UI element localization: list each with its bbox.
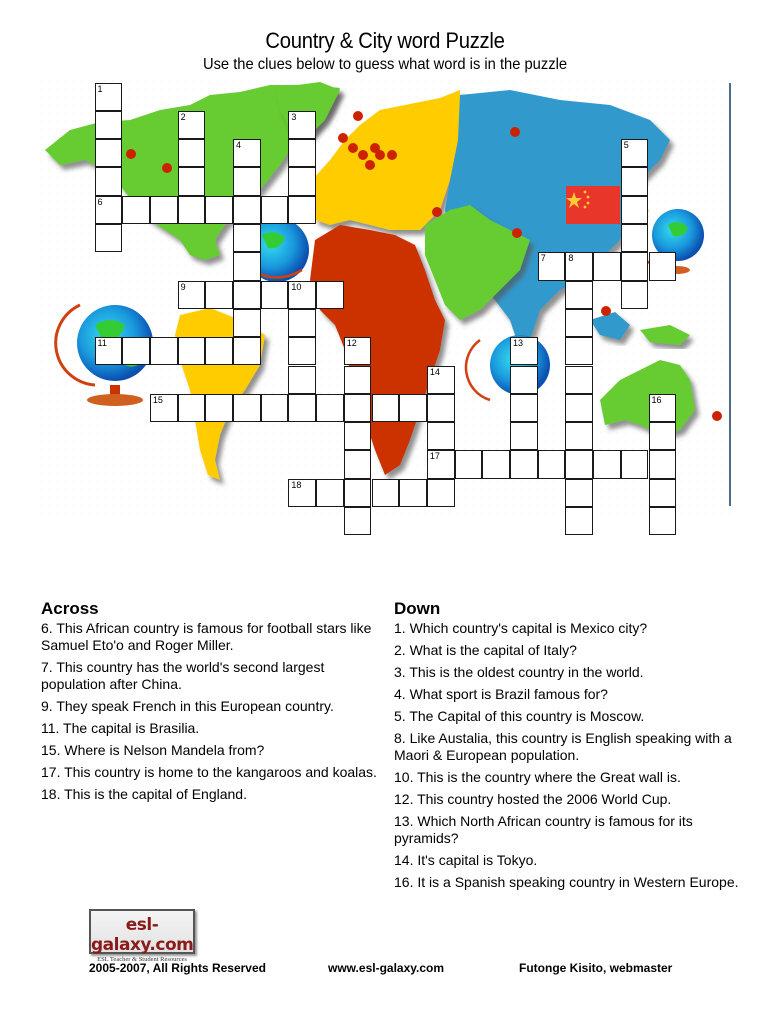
crossword-cell[interactable] [427,366,455,394]
across-heading: Across [41,599,99,618]
crossword-cell[interactable] [593,450,621,478]
crossword-cell[interactable] [593,252,621,280]
crossword-cell[interactable] [178,394,206,422]
crossword-cell[interactable] [95,83,123,111]
esl-galaxy-logo[interactable] [89,909,195,963]
crossword-cell[interactable] [649,479,677,507]
clue-number: 10 [291,281,302,292]
crossword-cell[interactable] [316,394,344,422]
crossword-cell[interactable] [427,479,455,507]
clue-across-9: 9. They speak French in this European country. [41,698,334,714]
crossword-cell[interactable] [649,252,677,280]
clue-number: 1 [97,83,103,94]
crossword-cell[interactable] [288,337,316,365]
crossword-cell[interactable] [178,337,206,365]
down-heading: Down [394,599,441,618]
crossword-cell[interactable] [538,450,566,478]
crossword-cell[interactable] [399,479,427,507]
crossword-cell[interactable] [122,337,150,365]
crossword-cell[interactable] [621,224,649,252]
crossword-cell[interactable] [316,479,344,507]
crossword-cell[interactable] [288,394,316,422]
clue-down-8: 8. Like Austalia, this country is English speaking with a Maori & European population. [394,730,732,763]
clue-down-4: 4. What sport is Brazil famous for? [394,686,608,702]
clue-across-6: 6. This African country is famous for football stars like Samuel Eto'o and Roger Miller. [41,620,372,653]
page-title: Country & City word Puzzle [265,28,505,53]
crossword-cell[interactable] [621,281,649,309]
crossword-cell[interactable] [621,252,649,280]
crossword-cell[interactable] [565,309,593,337]
clue-number: 12 [346,338,357,349]
crossword-cell[interactable] [372,394,400,422]
crossword-cell[interactable] [178,139,206,167]
crossword-cell[interactable] [95,196,123,224]
crossword-cell[interactable] [649,394,677,422]
crossword-cell[interactable] [288,479,316,507]
crossword-cell[interactable] [344,422,372,450]
crossword-cell[interactable] [95,139,123,167]
crossword-cell[interactable] [288,111,316,139]
crossword-cell[interactable] [95,337,123,365]
crossword-cell[interactable] [288,309,316,337]
clue-number: 16 [651,394,662,405]
crossword-cell[interactable] [510,394,538,422]
crossword-cell[interactable] [510,422,538,450]
crossword-cell[interactable] [316,281,344,309]
clue-number: 18 [291,479,302,490]
crossword-cell[interactable] [233,167,261,195]
down-clues [394,600,739,896]
crossword-cell[interactable] [150,394,178,422]
crossword-cell[interactable] [649,422,677,450]
crossword-cell[interactable] [288,366,316,394]
crossword-cell[interactable] [205,394,233,422]
crossword-cell[interactable] [288,281,316,309]
crossword-cell[interactable] [649,450,677,478]
clue-number: 2 [180,111,186,122]
crossword-cell[interactable] [344,479,372,507]
crossword-cell[interactable] [205,281,233,309]
clue-number: 13 [513,338,524,349]
crossword-cell[interactable] [344,507,372,535]
crossword-cell[interactable] [649,507,677,535]
crossword-cell[interactable] [427,394,455,422]
crossword-cell[interactable] [261,394,289,422]
crossword-cell[interactable] [427,450,455,478]
crossword-cell[interactable] [399,394,427,422]
crossword-cell[interactable] [150,337,178,365]
crossword-cell[interactable] [565,450,593,478]
crossword-cell[interactable] [178,281,206,309]
crossword-cell[interactable] [482,450,510,478]
footer-website-link[interactable]: www.esl-galaxy.com [328,961,445,975]
clue-number: 9 [180,281,186,292]
crossword-cell[interactable] [538,252,566,280]
crossword-cell[interactable] [178,111,206,139]
crossword-cell[interactable] [205,196,233,224]
clue-across-7: 7. This country has the world's second largest population after China. [41,659,325,692]
crossword-cell[interactable] [565,422,593,450]
crossword-cell[interactable] [621,139,649,167]
logo-main-text: esl-galaxy.com [91,915,194,955]
clue-down-14: 14. It's capital is Tokyo. [394,852,538,868]
crossword-cell[interactable] [621,450,649,478]
crossword-cell[interactable] [261,281,289,309]
across-clues [41,600,386,808]
crossword-cell[interactable] [621,196,649,224]
clue-down-13: 13. Which North African country is famous for its pyramids? [394,813,693,846]
crossword-cell[interactable] [233,337,261,365]
clue-down-10: 10. This is the country where the Great wall is. [394,769,681,785]
crossword-cell[interactable] [178,196,206,224]
clue-across-15: 15. Where is Nelson Mandela from? [41,742,265,758]
crossword-cell[interactable] [95,167,123,195]
crossword-cell[interactable] [565,252,593,280]
footer-author: Futonge Kisito, webmaster [519,961,673,975]
crossword-cell[interactable] [233,281,261,309]
clue-across-17: 17. This country is home to the kangaroos and koalas. [41,764,377,780]
crossword-cell[interactable] [372,479,400,507]
crossword-cell[interactable] [233,196,261,224]
crossword-cell[interactable] [510,366,538,394]
crossword-cell[interactable] [344,394,372,422]
clue-down-3: 3. This is the oldest country in the world. [394,664,644,680]
crossword-cell[interactable] [565,281,593,309]
crossword-cell[interactable] [233,224,261,252]
crossword-cell[interactable] [233,139,261,167]
crossword-cell[interactable] [233,252,261,280]
page-subtitle: Use the clues below to guess what word is in the puzzle [202,56,568,73]
clue-down-16: 16. It is a Spanish speaking country in Western Europe. [394,874,739,890]
clue-number: 4 [236,140,242,151]
clue-across-18: 18. This is the capital of England. [41,786,247,802]
clue-number: 6 [97,196,103,207]
crossword-cell[interactable] [122,196,150,224]
clue-down-12: 12. This country hosted the 2006 World Cup. [394,791,672,807]
crossword-cell[interactable] [150,196,178,224]
crossword-cell[interactable] [621,167,649,195]
crossword-cell[interactable] [205,337,233,365]
clue-number: 15 [152,394,163,405]
crossword-cell[interactable] [344,366,372,394]
footer-copyright: 2005-2007, All Rights Reserved [89,961,266,975]
clue-number: 5 [623,140,629,151]
crossword-cell[interactable] [178,167,206,195]
clue-number: 11 [97,338,107,349]
crossword-cell[interactable] [565,507,593,535]
crossword-cell[interactable] [510,337,538,365]
crossword-cell[interactable] [95,111,123,139]
crossword-cell[interactable] [233,309,261,337]
clue-number: 17 [429,451,440,462]
clue-number: 14 [429,366,440,377]
clue-number: 8 [568,253,574,264]
crossword-cell[interactable] [233,394,261,422]
crossword-cell[interactable] [344,450,372,478]
clue-down-5: 5. The Capital of this country is Moscow. [394,708,645,724]
crossword-cell[interactable] [510,450,538,478]
clue-number: 7 [540,253,546,264]
crossword-cell[interactable] [288,139,316,167]
crossword-cell[interactable] [565,366,593,394]
clue-across-11: 11. The capital is Brasilia. [41,720,200,736]
clue-number: 3 [291,111,297,122]
crossword-cell[interactable] [288,167,316,195]
crossword-cell[interactable] [565,479,593,507]
crossword-cell[interactable] [427,422,455,450]
crossword-cell[interactable] [261,196,289,224]
crossword-cell[interactable] [95,224,123,252]
clue-down-1: 1. Which country's capital is Mexico city? [394,620,648,636]
crossword-cell[interactable] [565,394,593,422]
crossword-cell[interactable] [344,337,372,365]
crossword-cell[interactable] [565,337,593,365]
clue-down-2: 2. What is the capital of Italy? [394,642,577,658]
crossword-cell[interactable] [288,196,316,224]
logo-sub-text: ESL Teacher & Student Resources [97,956,187,963]
crossword-cell[interactable] [455,450,483,478]
